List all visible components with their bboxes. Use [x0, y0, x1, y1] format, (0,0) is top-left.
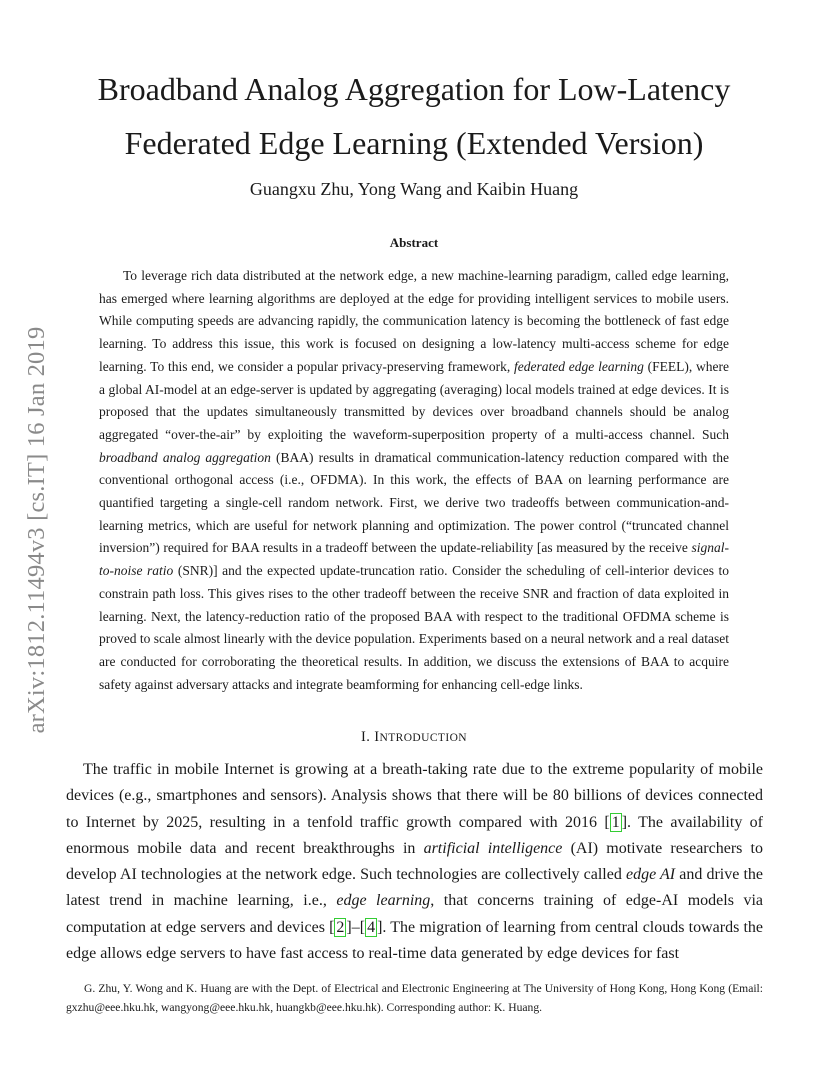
- intro-text-3: (AI) motivate researchers to develop AI technologies at the network edge. Such technologies are collectively called: [66, 839, 764, 884]
- section-title-rest: NTRODUCTION: [379, 732, 467, 744]
- citation-link-1[interactable]: 1: [611, 813, 620, 831]
- abstract-body: [99, 265, 729, 696]
- author-list: Guangxu Zhu, Yong Wang and Kaibin Huang: [249, 179, 579, 199]
- title-line-2: Federated Edge Learning (Extended Version): [124, 125, 704, 161]
- footnote: G. Zhu, Y. Wong and K. Huang are with the Dept. of Electrical and Electronic Engineering at The University of Hong Kong, Hong Kong (Email: gxzhu@eee.hku.hk, wangyong@eee.hku.hk, huangkb@eee.hku.hk). Corresponding author: K. Huang.: [66, 982, 763, 1014]
- abstract-emphasis-snr: signal-to-noise ratio: [99, 540, 729, 579]
- citation-link-4[interactable]: 4: [367, 918, 376, 936]
- abstract-text-3: (BAA) results in dramatical communication-latency reduction compared with the conventional orthogonal access (i.e., OFDMA). In this work, the effects of BAA on learning performance are quantified targeting a single-cell random network. First, we derive two tradeoffs between communication-and-learning metrics, which are useful for network planning and optimization. The power control (“truncated channel inversion”) required for BAA results in a tradeoff between the update-reliability [as measured by the receive: [99, 449, 730, 556]
- intro-text-2: ]. The availability of enormous mobile data and recent breakthroughs in: [66, 813, 763, 857]
- intro-text-4: and drive the latest trend in machine learning, i.e.,: [66, 866, 764, 910]
- intro-emphasis-edge-learning: edge learning: [336, 892, 431, 910]
- intro-text-7: ]. The migration of learning from central clouds towards the edge allows edge servers to have fast access to real-time data generated by edge devices for fast: [66, 918, 763, 963]
- arxiv-identifier: [21, 300, 53, 760]
- section-title-initial: I: [374, 729, 380, 745]
- section-heading: [66, 729, 762, 746]
- intro-emphasis-edge-ai: edge AI: [625, 866, 676, 884]
- intro-paragraph: [66, 757, 763, 967]
- abstract-text-1: To leverage rich data distributed at the network edge, a new machine-learning paradigm, called edge learning, has emerged where learning algorithms are deployed at the edge for providing intelligent services to mobile users. While computing speeds are advancing rapidly, the communication latency is becoming the bottleneck of fast edge learning. To address this issue, this work is focused on designing a low-latency multi-access scheme for edge learning. To this end, we consider a popular privacy-preserving framework,: [99, 268, 729, 374]
- title-line-1: Broadband Analog Aggregation for Low-Latency: [97, 71, 731, 107]
- abstract-text-2: (FEEL), where a global AI-model at an edge-server is updated by aggregating (averaging) local models trained at edge devices. It is proposed that the updates simultaneously transmitted by devices over broadband channels should be analog aggregated “over-the-air” by exploiting the waveform-superposition property of a multi-access channel. Such: [99, 358, 730, 442]
- abstract-text-4: (SNR)] and the expected update-truncation ratio. Consider the scheduling of cell-interior devices to constrain path loss. This gives rises to the other tradeoff between the receive SNR and fraction of data exploited in learning. Next, the latency-reduction ratio of the proposed BAA with respect to the traditional OFDMA scheme is proved to scale almost linearly with the device population. Experiments based on a neural network and a real dataset are conducted for corroborating the theoretical results. In addition, we discuss the extensions of BAA to acquire safety against adversary attacks and integrate beamforming for enhancing cell-edge links.: [99, 563, 730, 692]
- abstract-emphasis-feel: federated edge learning: [514, 358, 644, 374]
- intro-text-6: ]–[: [346, 918, 366, 936]
- intro-text-1: The traffic in mobile Internet is growing at a breath-taking rate due to the extreme popularity of mobile devices (e.g., smartphones and sensors). Analysis shows that there will be 80 billions of devices connected to Internet by 2025, resulting in a tenfold traffic growth compared with 2016 [: [66, 761, 763, 831]
- intro-text-5: , that concerns training of edge-AI models via computation at edge servers and devices [: [66, 892, 764, 936]
- abstract-heading: Abstract: [389, 235, 439, 250]
- citation-link-2[interactable]: 2: [336, 918, 345, 936]
- abstract-emphasis-baa: broadband analog aggregation: [99, 449, 271, 465]
- arxiv-identifier-text: arXiv:1812.11494v3 [cs.IT] 16 Jan 2019: [23, 326, 50, 734]
- paper-title: [66, 62, 762, 170]
- section-number: I.: [361, 729, 371, 745]
- intro-emphasis-ai: artificial intelligence: [423, 839, 563, 857]
